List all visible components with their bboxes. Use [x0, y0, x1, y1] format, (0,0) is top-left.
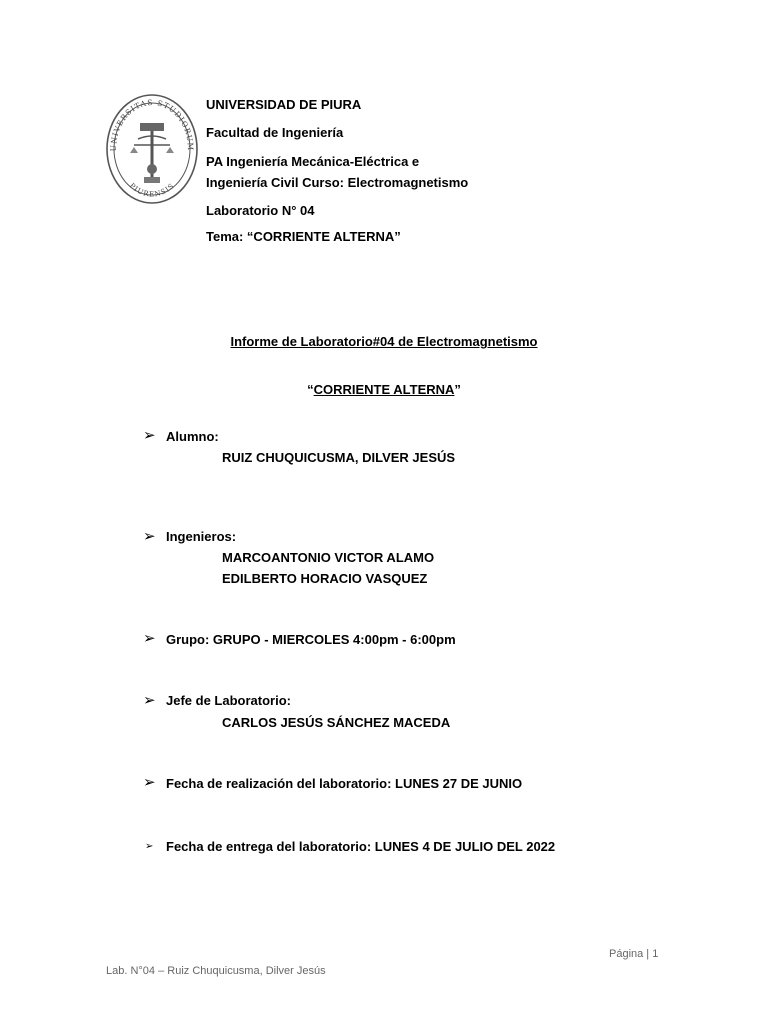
- program-line-2: Ingeniería Civil Curso: Electromagnetismo: [206, 175, 469, 190]
- program-line-1: PA Ingeniería Mecánica-Eléctrica e: [206, 154, 420, 169]
- subtitle-close-quote: ”: [454, 382, 461, 397]
- lab-number: Laboratorio N° 04: [206, 203, 315, 218]
- university-name: UNIVERSIDAD DE PIURA: [206, 97, 362, 112]
- faculty-name: Facultad de Ingeniería: [206, 125, 344, 140]
- bullet-arrow-icon: ➢: [143, 427, 156, 444]
- engineers-label: Ingenieros:: [166, 529, 237, 544]
- footer-text: Lab. N°04 – Ruiz Chuquicusma, Dilver Jesús: [106, 965, 326, 977]
- bullet-arrow-icon: ➢: [143, 692, 156, 709]
- subtitle-open-quote: “: [307, 382, 314, 397]
- bullet-arrow-icon: ➢: [143, 630, 156, 647]
- svg-text:PIURENSIS: PIURENSIS: [127, 181, 177, 199]
- subtitle-text: CORRIENTE ALTERNA: [313, 382, 455, 397]
- engineer-1: MARCOANTONIO VICTOR ALAMO: [222, 550, 435, 565]
- delivery-date: Fecha de entrega del laboratorio: LUNES 4 DE JULIO DEL 2022: [166, 839, 556, 854]
- lab-head-name: CARLOS JESÚS SÁNCHEZ MACEDA: [222, 715, 451, 730]
- topic: Tema: “CORRIENTE ALTERNA”: [206, 229, 401, 244]
- lab-head-label: Jefe de Laboratorio:: [166, 693, 291, 708]
- bullet-arrow-icon: ➢: [145, 841, 154, 852]
- realization-date: Fecha de realización del laboratorio: LUNES 27 DE JUNIO: [166, 776, 523, 791]
- report-title-text: Informe de Laboratorio#04 de Electromagnetismo: [230, 334, 538, 349]
- report-title: [0, 334, 768, 349]
- student-label: Alumno:: [166, 429, 219, 444]
- svg-text:UNIVERSITAS STUDIORUM: UNIVERSITAS STUDIORUM: [108, 97, 196, 152]
- page-number: Página | 1: [609, 948, 659, 960]
- bullet-arrow-icon: ➢: [143, 774, 156, 791]
- bullet-arrow-icon: ➢: [143, 528, 156, 545]
- engineer-2: EDILBERTO HORACIO VASQUEZ: [222, 571, 428, 586]
- student-name: RUIZ CHUQUICUSMA, DILVER JESÚS: [222, 450, 456, 465]
- report-subtitle: [0, 382, 768, 397]
- university-seal-icon: [104, 93, 200, 205]
- group-info: Grupo: GRUPO - MIERCOLES 4:00pm - 6:00pm: [166, 632, 456, 647]
